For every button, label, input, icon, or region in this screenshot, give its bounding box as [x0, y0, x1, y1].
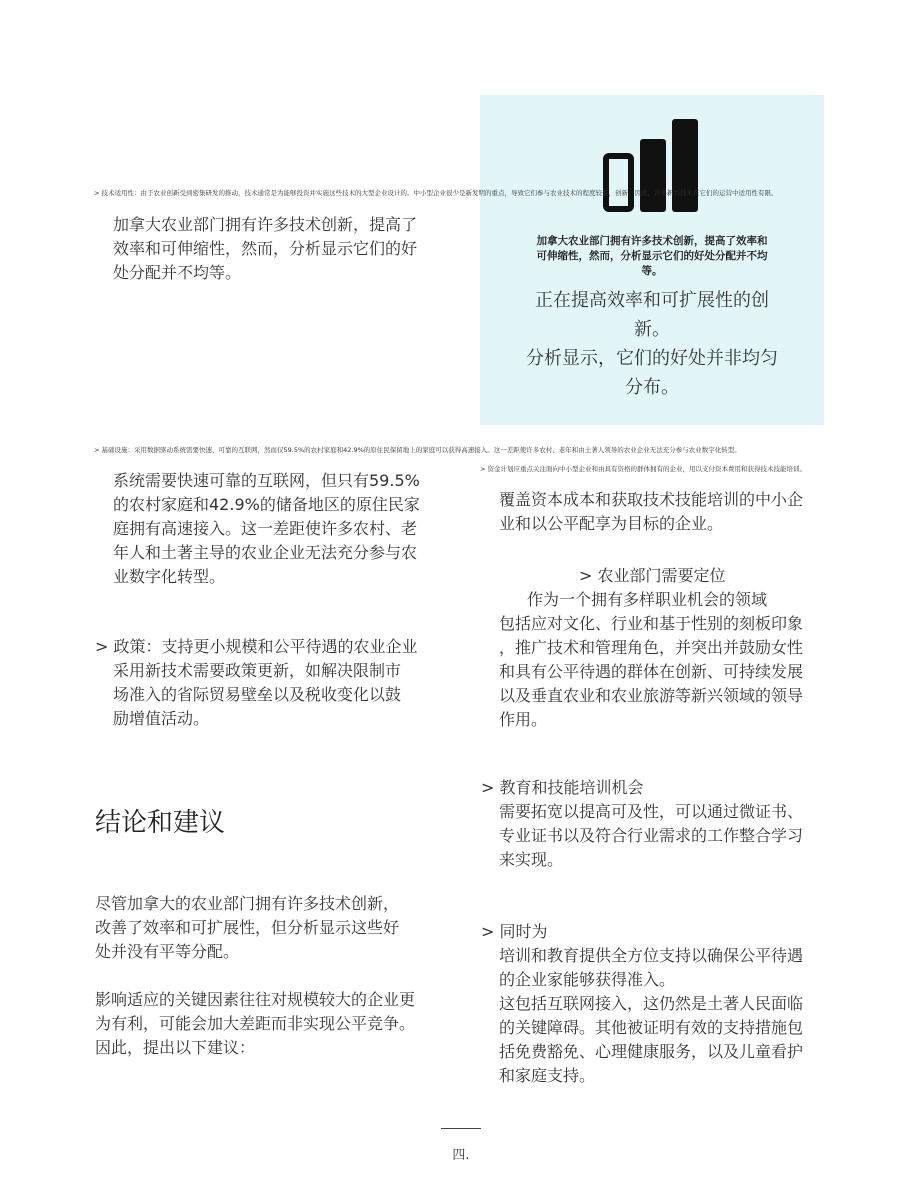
page-number: 四.: [452, 1148, 470, 1163]
conclusion-paragraph-1: 尽管加拿大的农业部门拥有许多技术创新， 改善了效率和可扩展性，但分析显示这些好 处并没有平等分配。: [95, 894, 400, 961]
support-title: > 同时为: [481, 922, 548, 941]
education-item: > 教育和技能培训机会 需要拓宽以提高可及性，可以通过微证书、 专业证书以及符合行业需求的工作整合学习 来实现。: [481, 776, 826, 872]
policy-title: > 政策：支持更小规模和公平待遇的农业企业: [95, 637, 418, 656]
sector-positioning-title: > 农业部门需要定位: [579, 566, 726, 585]
conclusion-paragraph-2: 影响适应的关键因素往往对规模较大的企业更 为有利，可能会加大差距而非实现公平竞争。 因此，提出以下建议：: [95, 990, 416, 1057]
note-tech-applicability: > 技术适用性：由于农业创新受到密集研发的推动，技术通常是为能够投资并实施这些技术的大型企业设计的。中小型企业很少是新发明的重点，导致它们参与农业技术的程度较低，创新。因此，许多新兴技术在它们的运营中适用性有限。: [94, 189, 778, 197]
callout-panel: [480, 95, 824, 425]
callout-quote: 正在提高效率和可扩展性的创 新。 分析显示，它们的好处并非均匀 分布。: [526, 290, 778, 398]
infrastructure-paragraph: 系统需要快速可靠的互联网，但只有59.5% 的农村家庭和42.9%的储备地区的原住民家 庭拥有高速接入。这一差距使许多农村、老 年人和土著主导的农业企业无法充分参与农 业数字化转型。: [113, 471, 420, 586]
funding-paragraph: 覆盖资本成本和获取技术技能培训的中小企 业和以公平配享为目标的企业。: [499, 490, 804, 533]
policy-item: > 政策：支持更小规模和公平待遇的农业企业 采用新技术需要政策更新，如解决限制市 场准入的省际贸易壁垒以及税收变化以鼓 励增值活动。: [95, 635, 440, 731]
left-intro-paragraph: 加拿大农业部门拥有许多技术创新，提高了 效率和可伸缩性，然而，分析显示它们的好 处分配并不均等。: [113, 215, 418, 282]
sector-positioning-item: > 农业部门需要定位 作为一个拥有多样职业机会的领域 包括应对文化、行业和基于性别的刻板印象 ，推广技术和管理角色，并突出并鼓励女性 和具有公平待遇的群体在创新、可持续发展 以及垂直农业和农业旅游等新兴领域的领导 作用。: [499, 564, 829, 732]
education-title: > 教育和技能培训机会: [481, 778, 644, 797]
section-heading: 结论和建议: [95, 808, 226, 838]
footer-rule: [441, 1128, 481, 1129]
note-funding: > 资金计划应重点关注面向中小型企业和由具有资格的群体拥有的企业，用以支付资本费用和获得技术技能培训。: [480, 465, 807, 473]
callout-summary: 加拿大农业部门拥有许多技术创新，提高了效率和 可伸缩性，然而，分析显示它们的好处分配并不均 等。: [536, 235, 768, 277]
support-item: > 同时为 培训和教育提供全方位支持以确保公平待遇 的企业家能够获得准入。 这包括互联网接入，这仍然是土著人民面临 的关键障碍。其他被证明有效的支持措施包 括免费豁免、心理健康服务，以及儿童看护 和家庭支持。: [481, 920, 826, 1088]
note-infrastructure: > 基础设施：采用数据驱动系统需要快速、可靠的互联网，然而仅59.5%的农村家庭和42.9%的原住民保留地上的家庭可以获得高速接入。这一差距使许多农村、老年和由土著人领导的农业企业无法充分参与农业数字化转型。: [94, 446, 741, 454]
bar-chart-icon: [602, 118, 702, 214]
